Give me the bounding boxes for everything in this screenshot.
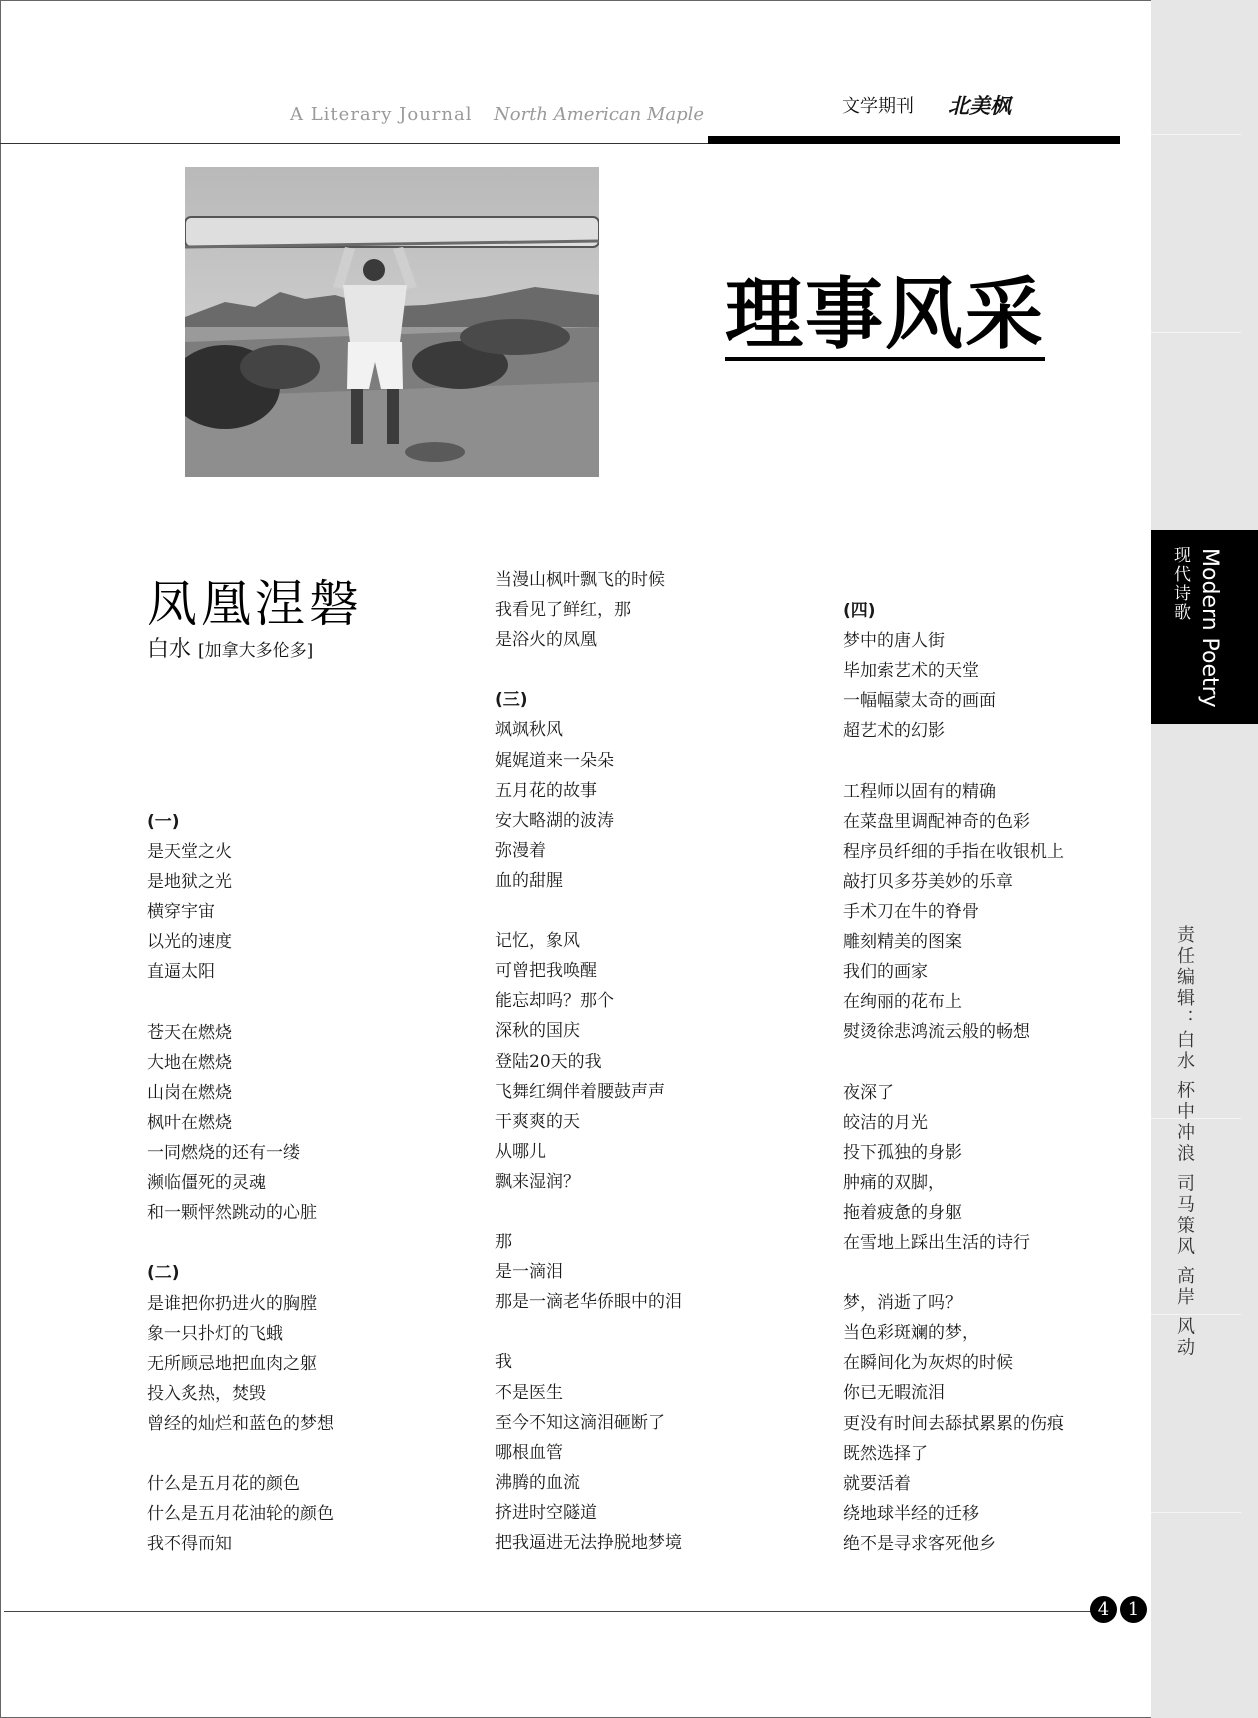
poem-line: 我不得而知 (147, 1534, 232, 1555)
strip-divider (1151, 332, 1241, 333)
poem-column-3 (843, 596, 1064, 1559)
poem-line: 绝不是寻求客死他乡 (843, 1533, 996, 1554)
poem-line (147, 988, 334, 1018)
poem-line: 是谁把你扔进火的胸膛 (147, 1293, 317, 1314)
stanza-heading: (二) (147, 1263, 180, 1284)
poem-line: 绕地球半经的迁移 (843, 1503, 979, 1524)
poem-line: 安大略湖的波涛 (495, 810, 614, 831)
poem-line: 那 (495, 1232, 512, 1253)
editors-credit: 责任编辑：白水 杯中冲浪 司马策风 高岸 风动 (1174, 925, 1195, 1359)
author-name: 白水 (147, 637, 192, 662)
poem-line: 在绚丽的花布上 (843, 992, 962, 1013)
poem-line: 皎洁的月光 (843, 1112, 928, 1133)
poem-line: 就要活着 (843, 1473, 911, 1494)
poem-line: 从哪儿 (495, 1141, 546, 1162)
poem-line: 记忆，象风 (495, 931, 580, 952)
stanza-heading: (一) (147, 812, 180, 832)
poem-line: 毕加索艺术的天堂 (843, 661, 979, 682)
poem-line: 苍天在燃烧 (147, 1022, 232, 1043)
section-tab-english: Modern Poetry (1197, 548, 1222, 708)
poem-line: 是地狱之光 (147, 872, 232, 893)
poem-line: 弥漫着 (495, 840, 546, 861)
stanza-heading: (四) (843, 601, 876, 621)
poem-column-2 (495, 565, 682, 1558)
poem-line: 把我逼进无法挣脱地梦境 (495, 1533, 682, 1553)
poem-line: 哪根血管 (495, 1442, 563, 1463)
poem-line: 梦中的唐人街 (843, 631, 945, 652)
poem-line: 是一滴泪 (495, 1262, 563, 1283)
poem-line: 既然选择了 (843, 1443, 928, 1464)
poem-line: 大地在燃烧 (147, 1052, 232, 1073)
stanza-heading: (三) (495, 690, 528, 711)
poem-line (495, 896, 682, 926)
poem-line: 血的甜腥 (495, 870, 563, 891)
poem-line: 什么是五月花油轮的颜色 (147, 1504, 334, 1525)
poem-line: 敲打贝多芬美妙的乐章 (843, 871, 1013, 892)
poem-line (495, 1317, 682, 1347)
poem-line: 当漫山枫叶飘飞的时候 (495, 570, 665, 590)
poem-line: 以光的速度 (147, 932, 232, 953)
poem-line: 象一只扑灯的飞蛾 (147, 1323, 283, 1344)
strip-divider (1151, 134, 1241, 135)
page-number-digit: 4 (1090, 1596, 1117, 1623)
journal-english-script-name: North American Maple (494, 104, 705, 125)
poem-line: 深秋的国庆 (495, 1021, 580, 1042)
poem-line: 我们的画家 (843, 962, 928, 983)
poem-line: 夜深了 (843, 1082, 894, 1103)
right-margin-strip (1151, 0, 1258, 1718)
poem-line: 当色彩斑斓的梦， (843, 1323, 979, 1344)
poem-line: 和一颗怦然跳动的心脏 (147, 1203, 317, 1224)
poem-line: 肿痛的双脚， (843, 1172, 945, 1193)
poem-line: 我 (495, 1352, 512, 1373)
poem-line: 一幅幅蒙太奇的画面 (843, 691, 996, 712)
poem-line: 手术刀在牛的脊骨 (843, 901, 979, 922)
page-number-digit: 1 (1120, 1596, 1147, 1623)
journal-chinese-label: 文学期刊 (842, 96, 914, 117)
footer-rule (4, 1611, 1096, 1612)
header-thick-rule (708, 136, 1120, 144)
journal-chinese-name: 北美枫 (948, 93, 1011, 118)
poem-line (495, 655, 682, 685)
poem-line: 拖着疲惫的身躯 (843, 1202, 962, 1223)
poem-line: 更没有时间去舔拭累累的伤痕 (843, 1413, 1064, 1434)
poem-line: 什么是五月花的颜色 (147, 1474, 300, 1495)
poem-line (147, 1439, 334, 1469)
poem-line: 至今不知这滴泪砸断了 (495, 1412, 665, 1433)
header-rule (0, 143, 708, 144)
poem-line: 娓娓道来一朵朵 (495, 750, 614, 771)
poem-line: 飒飒秋风 (495, 720, 563, 741)
poem-line (843, 746, 1064, 776)
poem-line: 一同燃烧的还有一缕 (147, 1143, 300, 1164)
poem-line: 超艺术的幻影 (843, 721, 945, 742)
poem-line: 投下孤独的身影 (843, 1142, 962, 1163)
poem-line: 濒临僵死的灵魂 (147, 1173, 266, 1194)
poem-line (843, 1047, 1064, 1077)
poem-line: 沸腾的血流 (495, 1472, 580, 1493)
poem-line: 在瞬间化为灰烬的时候 (843, 1353, 1013, 1374)
poem-line: 不是医生 (495, 1382, 563, 1403)
poem-line: 在雪地上踩出生活的诗行 (843, 1232, 1030, 1253)
poem-line: 飘来湿润？ (495, 1171, 580, 1192)
poem-line: 你已无暇流泪 (843, 1383, 945, 1404)
poem-line: 登陆20天的我 (495, 1051, 602, 1072)
poem-line: 是浴火的凤凰 (495, 630, 597, 651)
poem-line: 工程师以固有的精确 (843, 781, 996, 802)
poem-column-1 (147, 807, 334, 1559)
poem-line: 直逼太阳 (147, 962, 215, 983)
poem-title: 凤凰涅磐 (147, 575, 363, 633)
poem-line: 五月花的故事 (495, 780, 597, 801)
poem-line: 枫叶在燃烧 (147, 1112, 232, 1133)
poem-line: 在菜盘里调配神奇的色彩 (843, 811, 1030, 832)
section-title: 理事风采 (725, 270, 1046, 360)
poem-line: 山岗在燃烧 (147, 1082, 232, 1103)
poem-line: 横穿宇宙 (147, 902, 215, 923)
strip-divider (1151, 1512, 1241, 1513)
strip-divider (1151, 1314, 1241, 1315)
journal-english-name: A Literary Journal (290, 104, 473, 125)
author-location: [加拿大多伦多] (198, 641, 314, 661)
poem-line: 挤进时空隧道 (495, 1502, 597, 1523)
strip-divider (1151, 1118, 1241, 1119)
poem-line: 那是一滴老华侨眼中的泪 (495, 1292, 682, 1313)
poem-line: 熨烫徐悲鸿流云般的畅想 (843, 1022, 1030, 1043)
poem-line: 可曾把我唤醒 (495, 961, 597, 982)
poem-line: 程序员纤细的手指在收银机上 (843, 841, 1064, 862)
poem-line (843, 1258, 1064, 1288)
poem-line: 投入炙热，焚毁 (147, 1383, 266, 1404)
poem-line: 飞舞红绸伴着腰鼓声声 (495, 1081, 665, 1102)
photo-man-holding-log (185, 167, 599, 477)
poem-line: 能忘却吗？那个 (495, 991, 614, 1012)
poem-line: 是天堂之火 (147, 842, 232, 863)
author-photo (185, 167, 599, 477)
poem-line: 无所顾忌地把血肉之躯 (147, 1353, 317, 1374)
poem-line: 干爽爽的天 (495, 1111, 580, 1132)
poem-line: 梦，消逝了吗？ (843, 1293, 962, 1314)
poem-author (147, 632, 313, 663)
poem-line (495, 1197, 682, 1227)
poem-line (147, 1228, 334, 1258)
poem-line: 曾经的灿烂和蓝色的梦想 (147, 1413, 334, 1434)
poem-line: 我看见了鲜红，那 (495, 600, 631, 621)
poem-line: 雕刻精美的图案 (843, 932, 962, 953)
section-tab-chinese: 现代诗歌 (1170, 546, 1190, 622)
